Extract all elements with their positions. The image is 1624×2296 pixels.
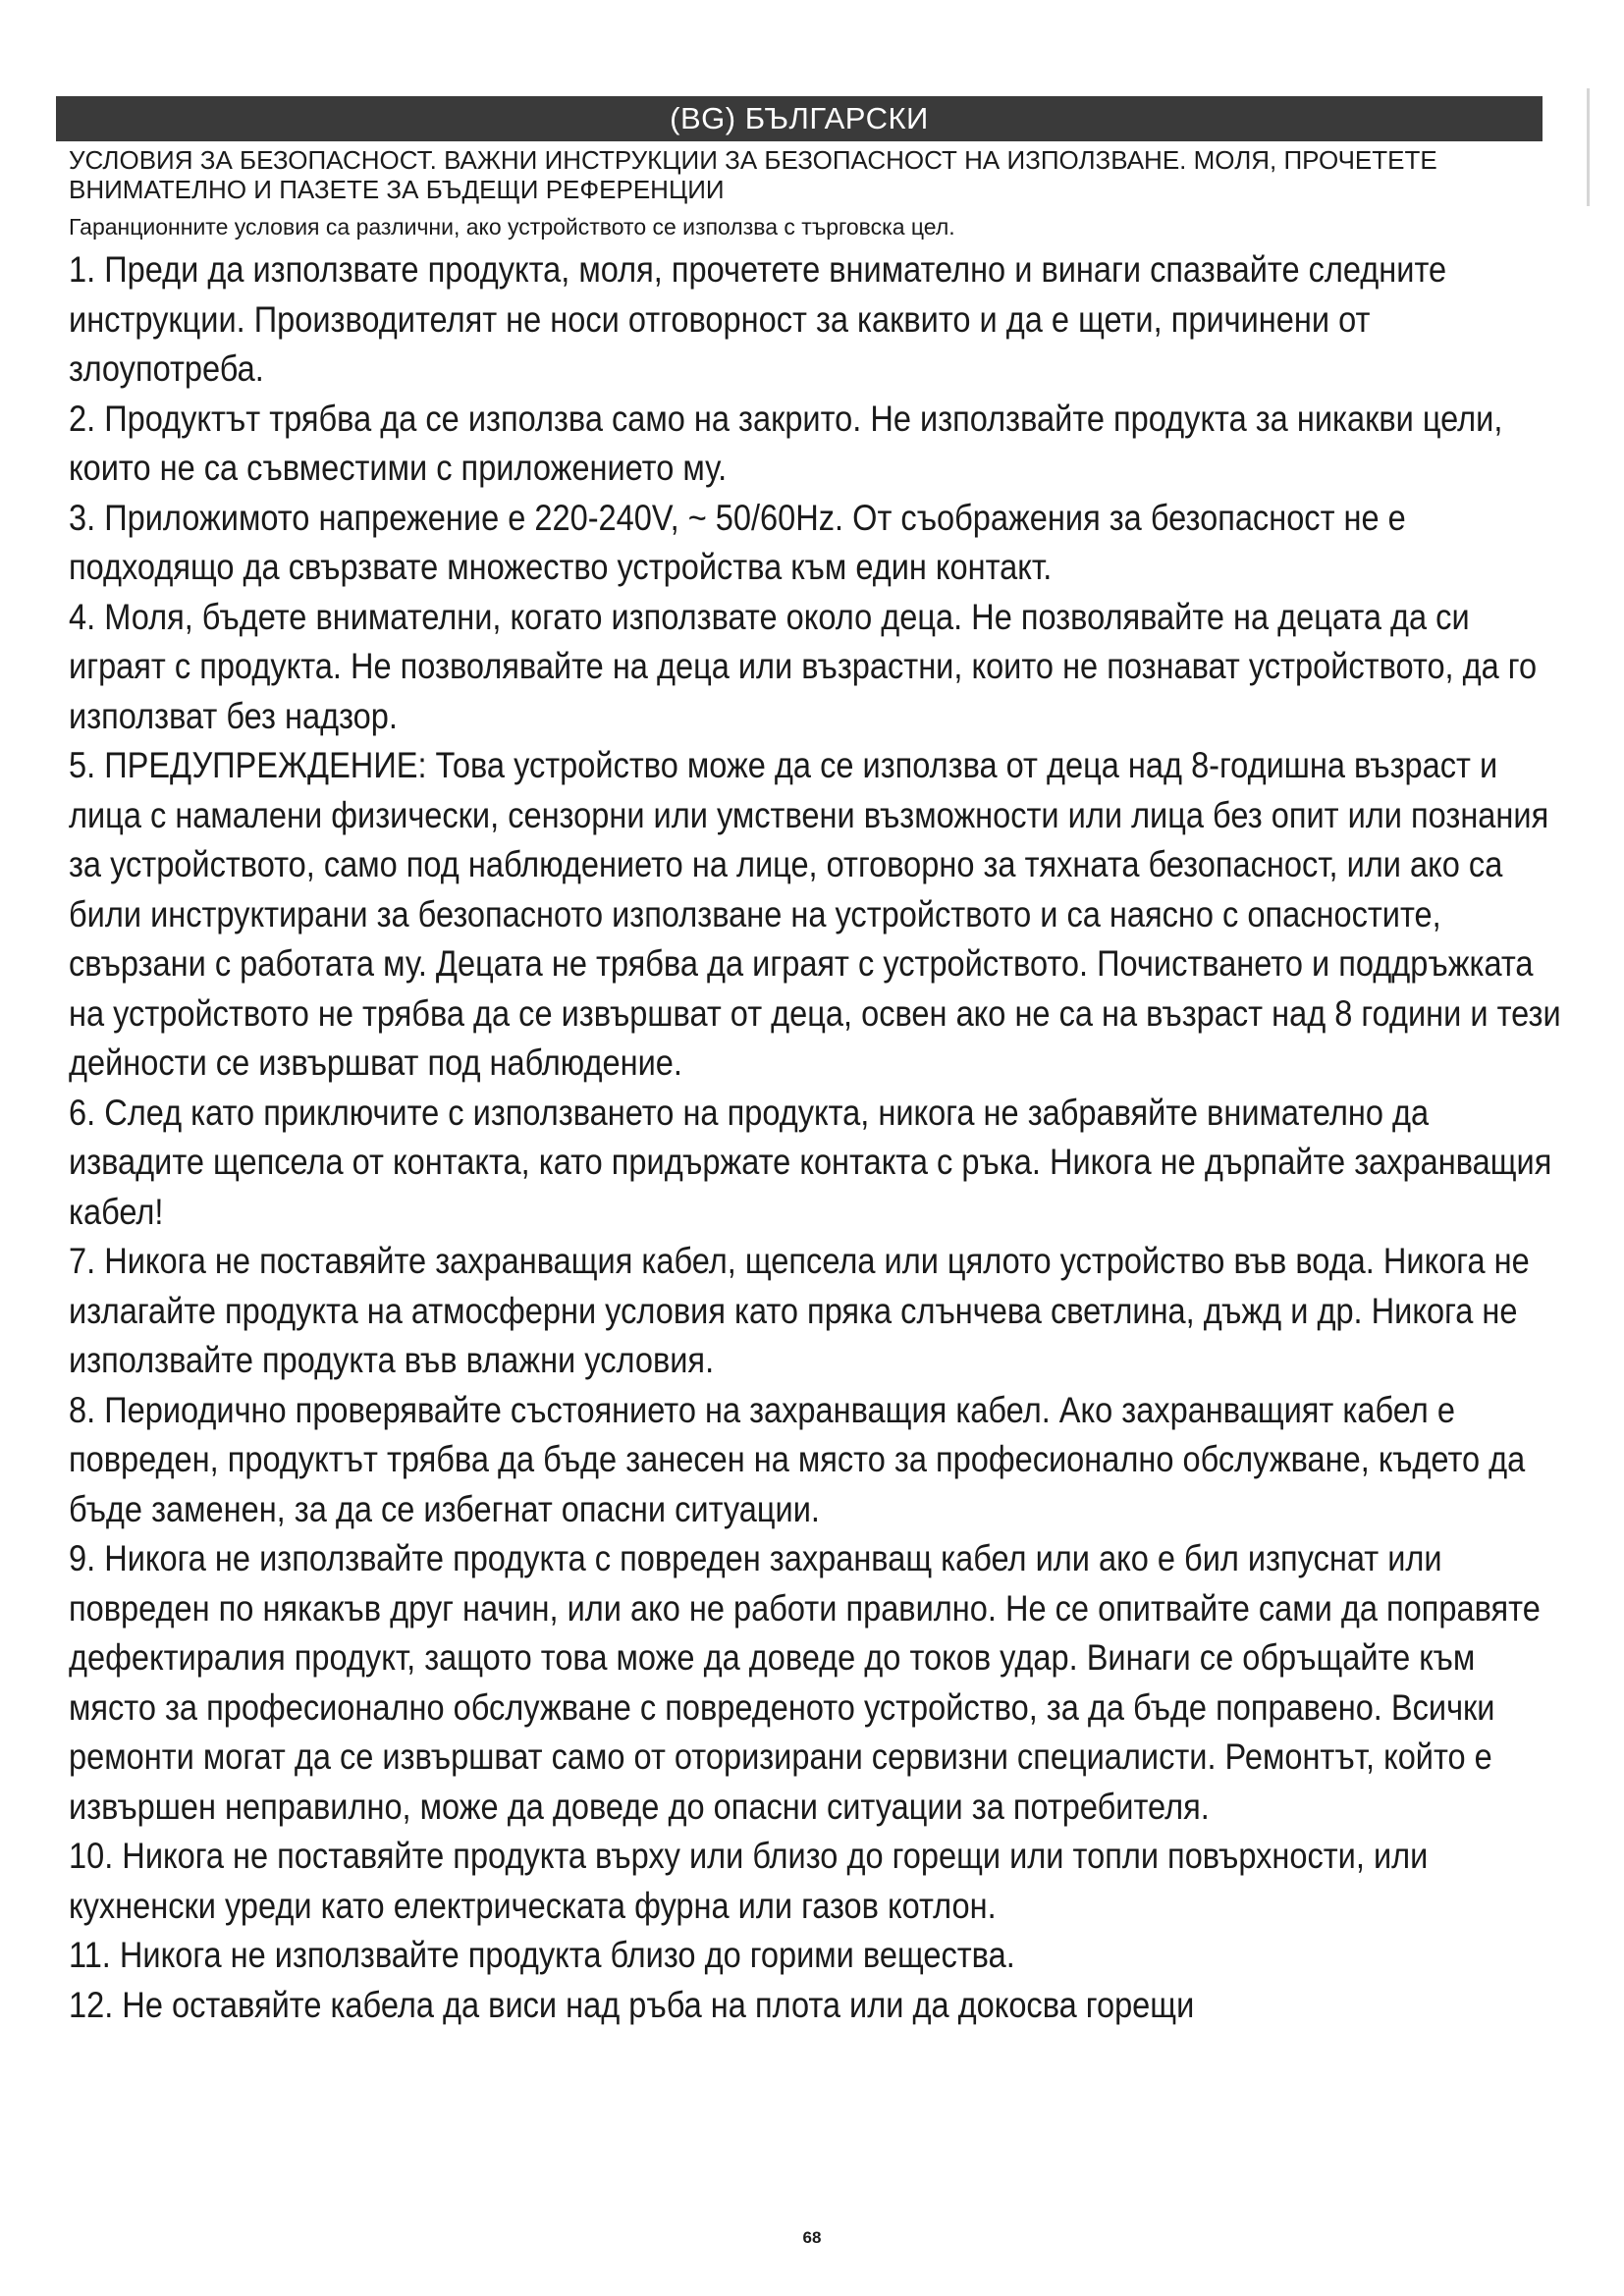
instruction-item-2: 2. Продуктът трябва да се използва само на закрито. Не използвайте продукта за никакви цели, които не са съвместими с приложението му. (69, 398, 1503, 488)
safety-conditions-heading: УСЛОВИЯ ЗА БЕЗОПАСНОСТ. ВАЖНИ ИНСТРУКЦИИ ЗА БЕЗОПАСНОСТ НА ИЗПОЛЗВАНЕ. МОЛЯ, ПРОЧЕТЕТЕ ВНИМАТЕЛНО И ПАЗЕТЕ ЗА БЪДЕЩИ РЕФЕРЕНЦИИ (69, 145, 1437, 204)
instructions-list (69, 245, 1561, 2030)
instruction-item-11: 11. Никога не използвайте продукта близо до горими вещества. (69, 1935, 1015, 1975)
scan-edge-mark (1587, 88, 1590, 206)
instruction-item-1: 1. Преди да използвате продукта, моля, прочетете внимателно и винаги спазвайте следните инструкции. Производителят не носи отговорност за каквито и да е щети, причинени от злоупотреба. (69, 249, 1447, 389)
instruction-item-7: 7. Никога не поставяйте захранващия кабел, щепсела или цялото устройство във вода. Никога не излагайте продукта на атмосферни условия като пряка слънчева светлина, дъжд и др. Никога не използвайте продукта във влажни условия. (69, 1241, 1530, 1380)
instruction-item-9: 9. Никога не използвайте продукта с повреден захранващ кабел или ако е бил изпуснат или повреден по някакъв друг начин, или ако не работи правилно. Не се опитвайте сами да поправяте дефектиралия продукт, защото това може да доведе до токов удар. Винаги се обръщайте към място за професионално обслужване с повреденото устройство, за да бъде поправено. Всички ремонти могат да се извършват само от оторизирани сервизни специалисти. Ремонтът, който е извършен неправилно, може да доведе до опасни ситуации за потребителя. (69, 1538, 1541, 1827)
warranty-note: Гаранционните условия са различни, ако устройството се използва с търговска цел. (69, 214, 955, 240)
language-header-bar (56, 96, 1543, 141)
instruction-item-8: 8. Периодично проверявайте състоянието на захранващия кабел. Ако захранващият кабел е повреден, продуктът трябва да бъде занесен на място за професионално обслужване, където да бъде заменен, за да се избегнат опасни ситуации. (69, 1389, 1526, 1529)
language-label: (BG) БЪЛГАРСКИ (670, 101, 929, 135)
instruction-item-10: 10. Никога не поставяйте продукта върху или близо до горещи или топли повърхности, или кухненски уреди като електрическата фурна или газов котлон. (69, 1836, 1429, 1926)
page-number: 68 (802, 2228, 822, 2247)
instruction-item-4: 4. Моля, бъдете внимателни, когато използвате около деца. Не позволявайте на децата да си играят с продукта. Не позволявайте на деца или възрастни, които не познават устройството, да го използват без надзор. (69, 596, 1538, 736)
instruction-item-3: 3. Приложимото напрежение е 220-240V, ~ 50/60Hz. От съображения за безопасност не е подходящо да свързвате множество устройства към един контакт. (69, 497, 1406, 587)
instruction-item-5: 5. ПРЕДУПРЕЖДЕНИЕ: Това устройство може да се използва от деца над 8-годишна възраст и лица с намалени физически, сензорни или умствени възможности или лица без опит или познания за устройството, само под наблюдението на лице, отговорно за тяхната безопасност, или ако са били инструктирани за безопасното използване на устройството и са наясно с опасностите, свързани с работата му. Децата не трябва да играят с устройството. Почистването и поддръжката на устройството не трябва да се извършват от деца, освен ако не са на възраст над 8 години и тези дейности се извършват под наблюдение. (69, 745, 1561, 1083)
instruction-item-6: 6. След като приключите с използването на продукта, никога не забравяйте внимателно да извадите щепсела от контакта, като придържате контакта с ръка. Никога не дърпайте захранващия кабел! (69, 1092, 1552, 1232)
instruction-item-12: 12. Не оставяйте кабела да виси над ръба на плота или да докосва горещи (69, 1984, 1195, 2025)
